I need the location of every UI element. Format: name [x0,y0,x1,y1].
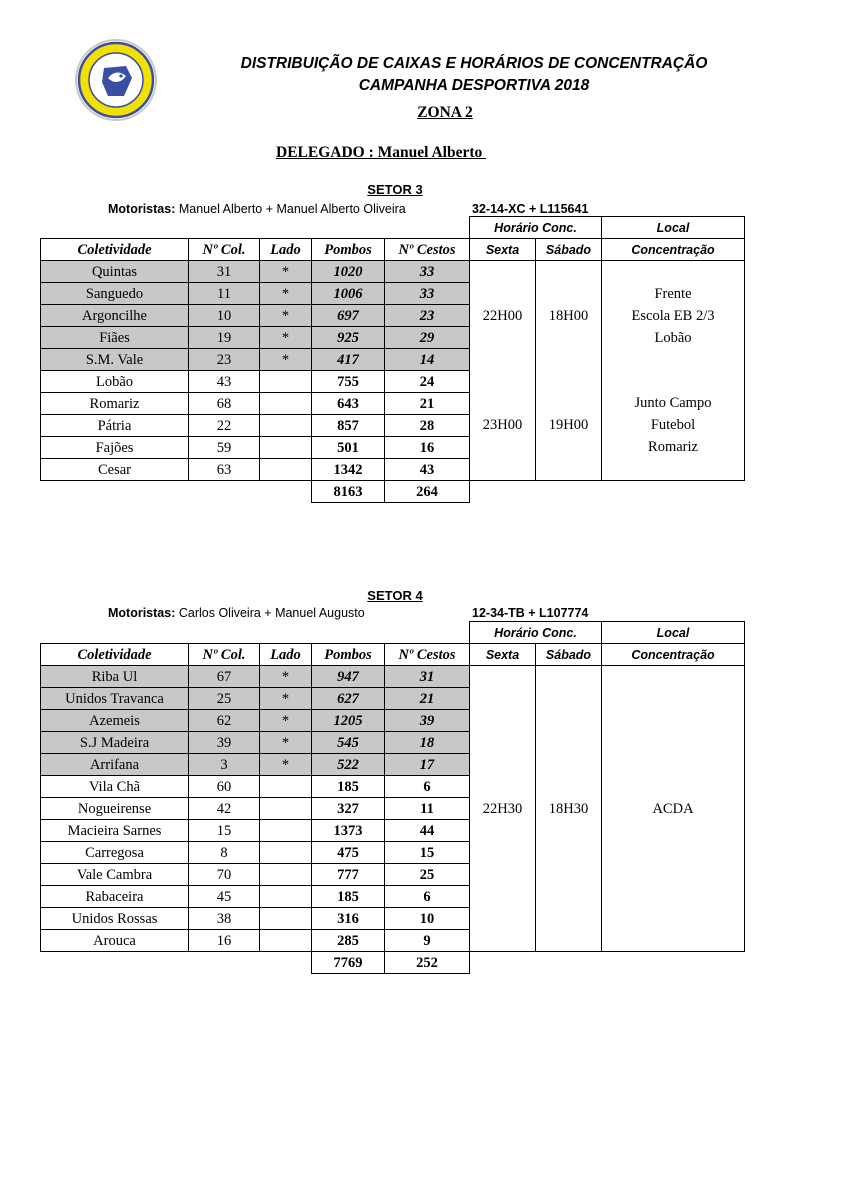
lado-header: Lado [260,239,312,261]
group-2-sexta: 23H00 [470,371,536,481]
club-number: 11 [189,283,260,305]
pigeons-count: 947 [312,666,385,688]
side-mark [260,371,312,393]
baskets-count: 28 [385,415,470,437]
pigeons-count: 777 [312,864,385,886]
pombos-header: Pombos [312,239,385,261]
sector-4-table [40,621,745,974]
group-1-sabado: 18H30 [536,666,602,952]
baskets-count: 11 [385,798,470,820]
local-line: Futebol [650,417,696,434]
side-mark: * [260,283,312,305]
pigeons-count: 417 [312,349,385,371]
group-1-sexta: 22H30 [470,666,536,952]
baskets-count: 14 [385,349,470,371]
club-name: Arrifana [41,754,189,776]
club-number: 43 [189,371,260,393]
sector-4-title: SETOR 4 [367,588,423,603]
pigeons-count: 501 [312,437,385,459]
side-mark [260,930,312,952]
pigeons-count: 643 [312,393,385,415]
table-row [41,261,745,283]
association-logo [74,38,158,122]
club-name: Lobão [41,371,189,393]
baskets-count: 9 [385,930,470,952]
side-mark: * [260,710,312,732]
cestos-header: Nº Cestos [385,644,470,666]
club-number: 59 [189,437,260,459]
totals-row [41,952,745,974]
pombos-header: Pombos [312,644,385,666]
club-number: 70 [189,864,260,886]
document-title: DISTRIBUIÇÃO DE CAIXAS E HORÁRIOS DE CONCENTRAÇÃO [240,55,708,72]
baskets-count: 24 [385,371,470,393]
local-line: Junto Campo [634,395,712,412]
club-number: 3 [189,754,260,776]
side-mark [260,776,312,798]
club-number: 45 [189,886,260,908]
baskets-count: 21 [385,393,470,415]
club-number: 62 [189,710,260,732]
club-number: 25 [189,688,260,710]
club-number: 31 [189,261,260,283]
club-name: Sanguedo [41,283,189,305]
baskets-count: 23 [385,305,470,327]
side-mark: * [260,666,312,688]
coletividade-header: Coletividade [41,239,189,261]
club-number: 10 [189,305,260,327]
pigeons-total: 7769 [312,952,385,974]
local-line: Frente [654,285,692,302]
pigeons-count: 327 [312,798,385,820]
sabado-header: Sábado [536,644,602,666]
side-mark: * [260,754,312,776]
pigeons-count: 475 [312,842,385,864]
baskets-total: 264 [385,481,470,503]
baskets-count: 15 [385,842,470,864]
club-name: Fiães [41,327,189,349]
baskets-count: 33 [385,261,470,283]
club-name: Argoncilhe [41,305,189,327]
club-name: Nogueirense [41,798,189,820]
pigeons-count: 857 [312,415,385,437]
club-number: 38 [189,908,260,930]
pigeons-count: 925 [312,327,385,349]
pigeons-count: 1342 [312,459,385,481]
sector-3-table [40,216,745,503]
group-1-sexta: 22H00 [470,261,536,371]
side-mark [260,415,312,437]
baskets-count: 31 [385,666,470,688]
club-name: Macieira Sarnes [41,820,189,842]
baskets-count: 25 [385,864,470,886]
club-name: Azemeis [41,710,189,732]
club-number: 68 [189,393,260,415]
club-name: Arouca [41,930,189,952]
sector-4-plate: 12-34-TB + L107774 [472,606,589,620]
sector-3-title: SETOR 3 [367,182,423,197]
pigeons-count: 285 [312,930,385,952]
table-row [41,666,745,688]
group-1-local [602,261,745,371]
group-2-local [602,371,745,481]
zone-heading: ZONA 2 [417,104,473,121]
side-mark: * [260,732,312,754]
club-number: 19 [189,327,260,349]
horario-header: Horário Conc. [470,622,602,644]
club-name: S.J Madeira [41,732,189,754]
club-number: 16 [189,930,260,952]
side-mark [260,393,312,415]
baskets-total: 252 [385,952,470,974]
side-mark: * [260,305,312,327]
baskets-count: 44 [385,820,470,842]
baskets-count: 18 [385,732,470,754]
club-name: Riba Ul [41,666,189,688]
pigeons-count: 522 [312,754,385,776]
pigeons-count: 185 [312,886,385,908]
coletividade-header: Coletividade [41,644,189,666]
club-number: 15 [189,820,260,842]
club-number: 23 [189,349,260,371]
concentracao-header: Concentração [602,644,745,666]
club-name: Vale Cambra [41,864,189,886]
baskets-count: 17 [385,754,470,776]
concentracao-header: Concentração [602,239,745,261]
baskets-count: 39 [385,710,470,732]
club-number: 63 [189,459,260,481]
pigeons-count: 1373 [312,820,385,842]
club-number: 60 [189,776,260,798]
baskets-count: 43 [385,459,470,481]
drivers-names: Carlos Oliveira + Manuel Augusto [178,606,365,620]
side-mark [260,437,312,459]
side-mark [260,886,312,908]
sexta-header: Sexta [470,239,536,261]
side-mark [260,908,312,930]
pigeons-count: 545 [312,732,385,754]
pigeons-count: 185 [312,776,385,798]
side-mark: * [260,349,312,371]
side-mark: * [260,327,312,349]
side-mark: * [260,688,312,710]
club-name: Vila Chã [41,776,189,798]
drivers-label: Motoristas: [108,202,176,216]
side-mark [260,820,312,842]
pigeons-count: 1020 [312,261,385,283]
side-mark [260,842,312,864]
sector-4-drivers [108,606,365,620]
local-line: Romariz [648,439,698,456]
sabado-header: Sábado [536,239,602,261]
local-line: Lobão [654,329,692,346]
club-number: 42 [189,798,260,820]
sector-3-plate: 32-14-XC + L115641 [472,202,589,216]
ncol-header: Nº Col. [189,239,260,261]
club-name: Unidos Rossas [41,908,189,930]
side-mark [260,798,312,820]
ncol-header: Nº Col. [189,644,260,666]
club-name: Rabaceira [41,886,189,908]
group-2-sabado: 19H00 [536,371,602,481]
baskets-count: 21 [385,688,470,710]
pigeons-count: 1006 [312,283,385,305]
horario-header: Horário Conc. [470,217,602,239]
drivers-names: Manuel Alberto + Manuel Alberto Oliveira [178,202,406,216]
delegate-line: DELEGADO : Manuel Alberto [276,144,487,161]
lado-header: Lado [260,644,312,666]
club-name: Cesar [41,459,189,481]
club-number: 39 [189,732,260,754]
sector-3-drivers [108,202,406,216]
club-name: Quintas [41,261,189,283]
club-name: Carregosa [41,842,189,864]
club-number: 22 [189,415,260,437]
pigeons-count: 627 [312,688,385,710]
baskets-count: 16 [385,437,470,459]
side-mark: * [260,261,312,283]
cestos-header: Nº Cestos [385,239,470,261]
baskets-count: 10 [385,908,470,930]
baskets-count: 33 [385,283,470,305]
pigeons-count: 316 [312,908,385,930]
club-name: Fajões [41,437,189,459]
local-header: Local [602,622,745,644]
baskets-count: 6 [385,886,470,908]
pigeons-count: 755 [312,371,385,393]
club-name: Pátria [41,415,189,437]
baskets-count: 6 [385,776,470,798]
side-mark [260,864,312,886]
club-number: 8 [189,842,260,864]
table-row [41,371,745,393]
totals-row [41,481,745,503]
drivers-label: Motoristas: [108,606,176,620]
sexta-header: Sexta [470,644,536,666]
pigeons-count: 1205 [312,710,385,732]
club-number: 67 [189,666,260,688]
club-name: S.M. Vale [41,349,189,371]
campaign-subtitle: CAMPANHA DESPORTIVA 2018 [358,77,590,94]
baskets-count: 29 [385,327,470,349]
local-header: Local [602,217,745,239]
club-name: Romariz [41,393,189,415]
group-1-local: ACDA [602,666,745,952]
side-mark [260,459,312,481]
club-name: Unidos Travanca [41,688,189,710]
pigeons-count: 697 [312,305,385,327]
group-1-sabado: 18H00 [536,261,602,371]
local-line: Escola EB 2/3 [631,307,715,324]
pigeons-total: 8163 [312,481,385,503]
